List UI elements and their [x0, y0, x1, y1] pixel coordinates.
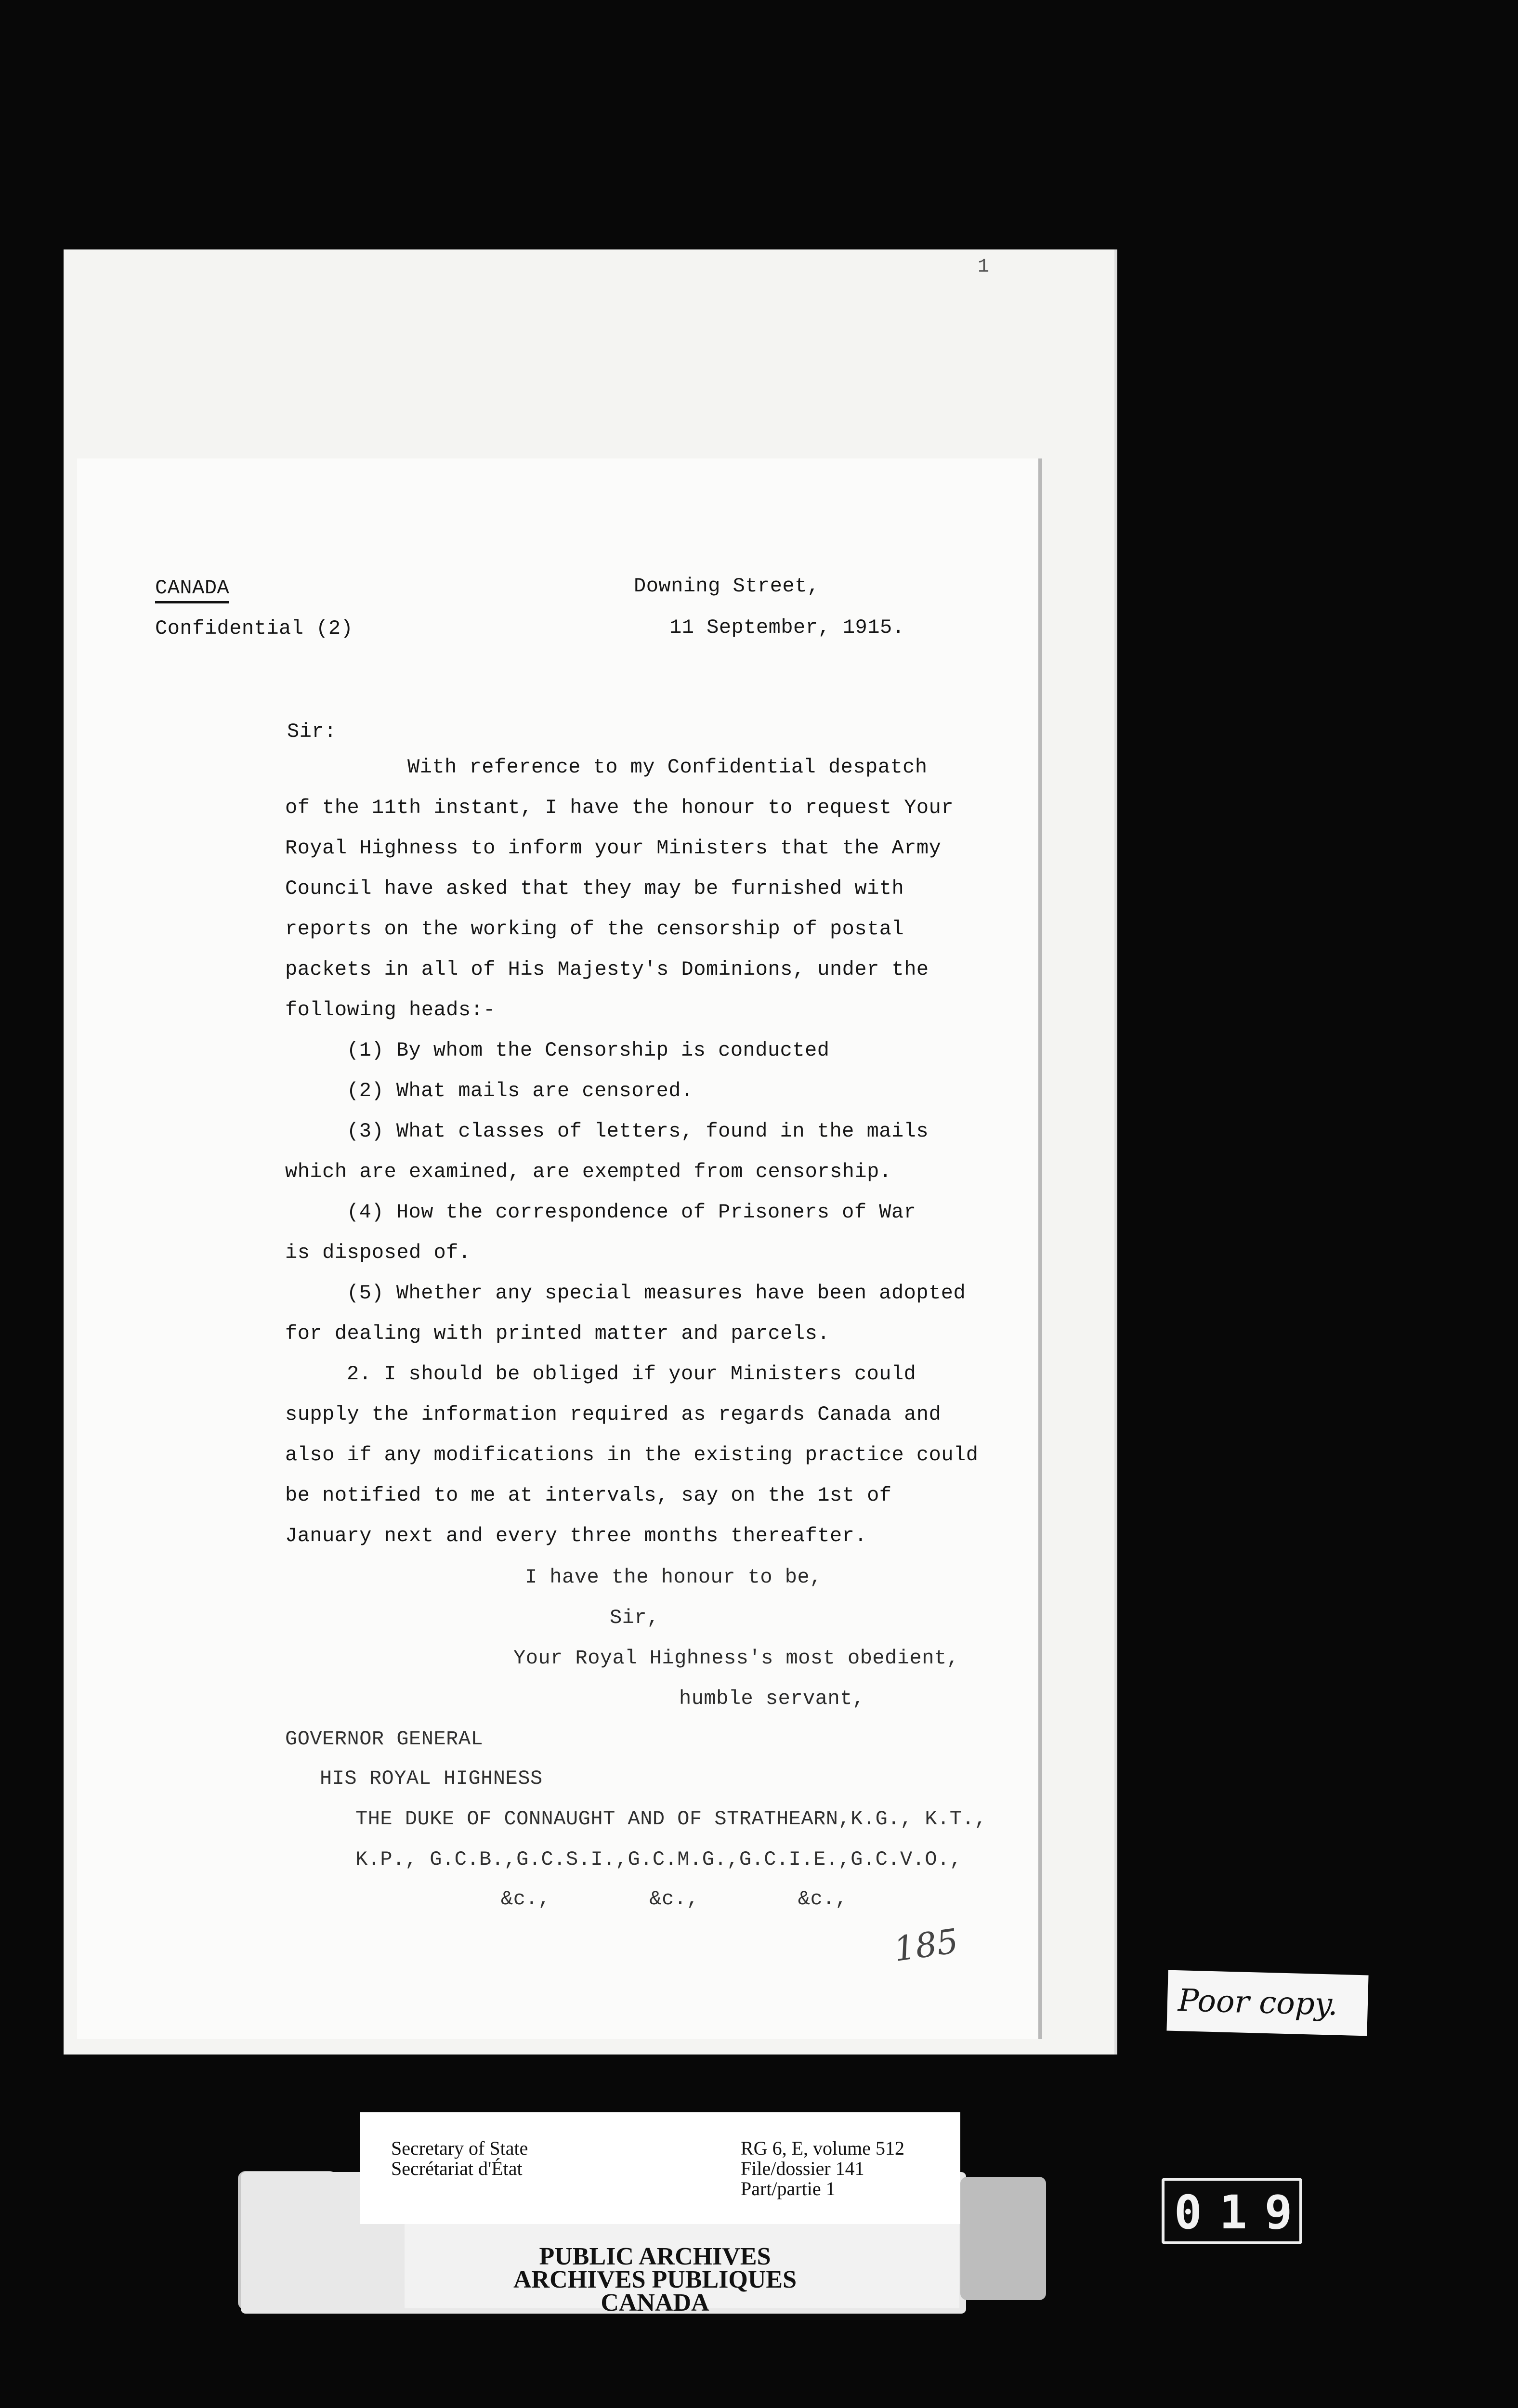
- paragraph-2-start: 2. I should be obliged if your Ministers could: [347, 1362, 916, 1386]
- letter-date: 11 September, 1915.: [669, 616, 905, 639]
- addressee-line: GOVERNOR GENERAL: [285, 1727, 484, 1751]
- archive-label-card: [360, 2112, 960, 2224]
- poor-copy-note: [1166, 1970, 1368, 2036]
- body-line: Royal Highness to inform your Ministers that the Army: [285, 837, 942, 860]
- closing-line: humble servant,: [679, 1687, 865, 1710]
- country-heading: CANADA: [155, 578, 229, 603]
- dept-fr: Secrétariat d'État: [391, 2158, 523, 2179]
- list-item: (3) What classes of letters, found in the mails: [347, 1120, 929, 1143]
- list-item: (4) How the correspondence of Prisoners of War: [347, 1201, 916, 1224]
- body-line: packets in all of His Majesty's Dominions, under the: [285, 958, 929, 981]
- salutation: Sir:: [287, 720, 337, 743]
- part-number: Part/partie 1: [741, 2178, 836, 2199]
- file-number: File/dossier 141: [741, 2158, 864, 2179]
- body-line: January next and every three months thereafter.: [285, 1524, 867, 1547]
- body-line: With reference to my Confidential despatch: [407, 756, 928, 779]
- list-item: (2) What mails are censored.: [347, 1079, 694, 1102]
- frame-number: 019: [1174, 2186, 1310, 2239]
- archive-band-right-tab: [960, 2177, 1046, 2300]
- closing-line: I have the honour to be,: [525, 1566, 822, 1589]
- page-number-handwritten: 185: [891, 1921, 961, 1969]
- addressee-line: K.P., G.C.B.,G.C.S.I.,G.C.M.G.,G.C.I.E.,G.C.V.O.,: [355, 1848, 962, 1871]
- body-line: reports on the working of the censorship of postal: [285, 917, 904, 941]
- record-group: RG 6, E, volume 512: [741, 2137, 904, 2159]
- body-line: also if any modifications in the existing practice could: [285, 1443, 979, 1466]
- closing-line: Your Royal Highness's most obedient,: [513, 1647, 959, 1670]
- body-line: is disposed of.: [285, 1241, 471, 1264]
- poor-copy-text: Poor copy.: [1178, 1983, 1338, 2023]
- body-line: be notified to me at intervals, say on the 1st of: [285, 1484, 892, 1507]
- body-line: of the 11th instant, I have the honour to request Your: [285, 796, 954, 819]
- addressee-line: &c., &c., &c.,: [501, 1887, 848, 1911]
- body-line: which are examined, are exempted from censorship.: [285, 1160, 892, 1183]
- body-line: supply the information required as regards Canada and: [285, 1403, 942, 1426]
- list-item: (5) Whether any special measures have been adopted: [347, 1282, 966, 1305]
- body-line: Council have asked that they may be furnished with: [285, 877, 904, 900]
- corner-mark: 1: [978, 256, 990, 278]
- addressee-line: THE DUKE OF CONNAUGHT AND OF STRATHEARN,K.G., K.T.,: [355, 1807, 987, 1831]
- addressee-line: HIS ROYAL HIGHNESS: [320, 1767, 543, 1790]
- body-line: following heads:-: [285, 998, 496, 1021]
- closing-line: Sir,: [610, 1606, 659, 1629]
- body-line: for dealing with printed matter and parcels.: [285, 1322, 830, 1345]
- classification: Confidential (2): [155, 617, 353, 640]
- dept-en: Secretary of State: [391, 2137, 528, 2159]
- letter-sheet: [77, 458, 1042, 2039]
- stamp-line: PUBLIC ARCHIVES: [539, 2243, 771, 2270]
- frame-number-box: [1162, 2178, 1310, 2244]
- stamp-line: ARCHIVES PUBLIQUES: [513, 2266, 797, 2293]
- list-item: (1) By whom the Censorship is conducted: [347, 1039, 830, 1062]
- place: Downing Street,: [634, 575, 820, 598]
- stamp-line: CANADA: [601, 2289, 709, 2316]
